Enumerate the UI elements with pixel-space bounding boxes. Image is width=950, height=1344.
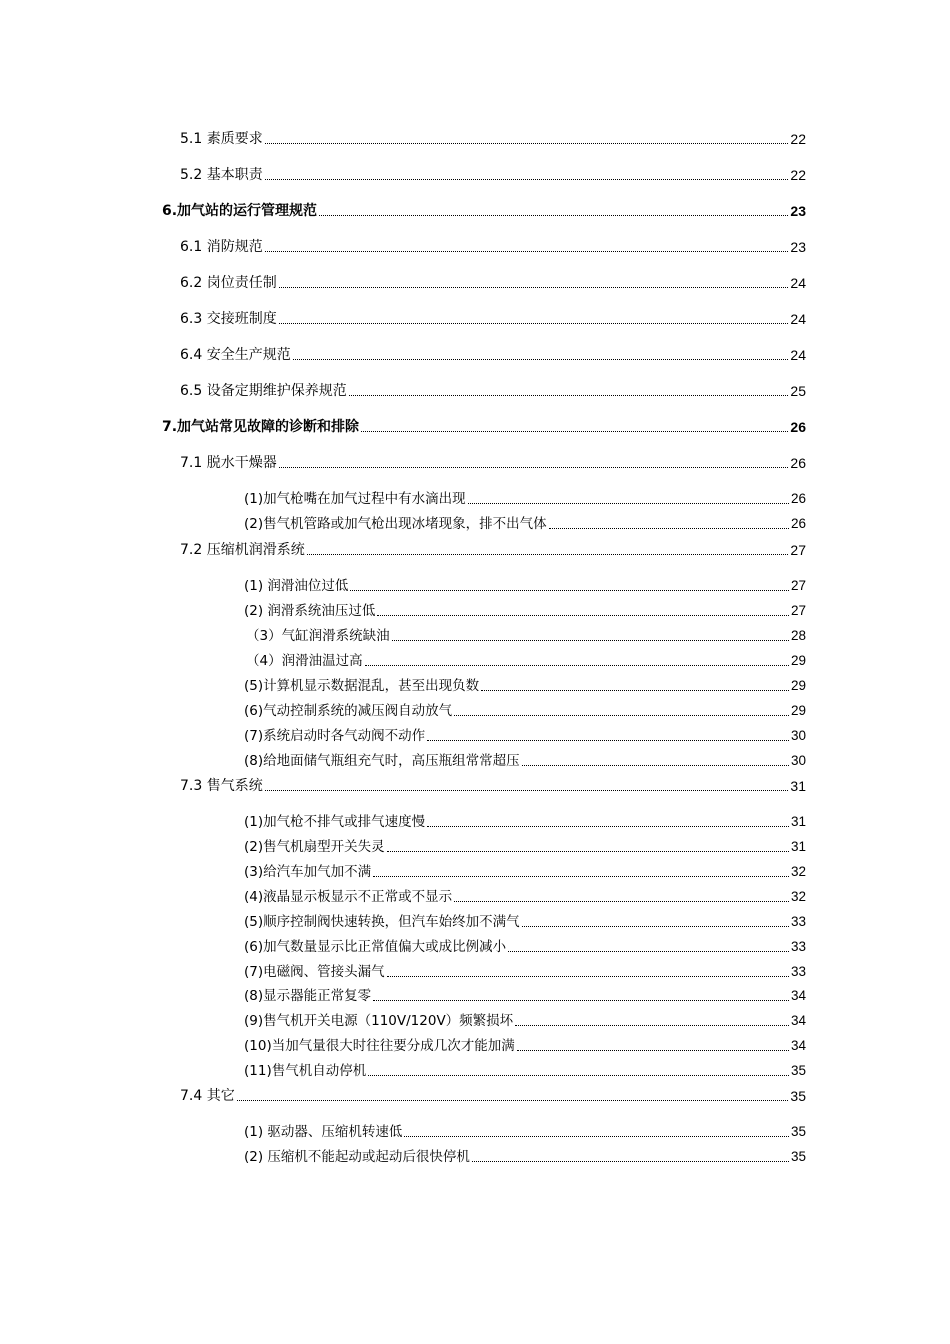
toc-section-entry[interactable] (180, 270, 806, 292)
toc-subsection-entry[interactable] (244, 809, 806, 831)
dot-leader (349, 395, 789, 396)
toc-section-entry[interactable] (180, 1083, 806, 1105)
toc-page-number: 34 (790, 1038, 806, 1053)
dot-leader (361, 431, 788, 432)
toc-subsection-entry[interactable] (244, 884, 806, 906)
toc-page-number: 30 (790, 728, 806, 743)
toc-page-number: 26 (790, 455, 806, 471)
toc-page-number: 29 (790, 678, 806, 693)
toc-chapter-entry[interactable] (162, 198, 806, 220)
dot-leader (373, 876, 789, 877)
toc-entry-title: 7.1 脱水干燥器 (180, 455, 277, 471)
toc-page-number: 33 (790, 914, 806, 929)
dot-leader (549, 528, 789, 529)
toc-page-number: 26 (790, 491, 806, 506)
toc-entry-title: 7.加气站常见故障的诊断和排除 (162, 419, 360, 435)
toc-page-number: 35 (790, 1124, 806, 1139)
toc-subsection-entry[interactable] (244, 983, 806, 1005)
dot-leader (265, 251, 789, 252)
toc-subsection-entry[interactable] (244, 598, 806, 620)
toc-page-number: 28 (790, 628, 806, 643)
toc-entry-title: 5.2 基本职责 (180, 167, 263, 183)
toc-section-entry[interactable] (180, 773, 806, 795)
toc-subsection-entry[interactable] (244, 934, 806, 956)
toc-subsection-entry[interactable] (246, 623, 806, 645)
toc-entry-title: (2)售气机扇型开关失灵 (244, 839, 385, 855)
toc-subsection-entry[interactable] (244, 859, 806, 881)
dot-leader (481, 690, 789, 691)
toc-page-number: 35 (790, 1088, 806, 1104)
toc-page-number: 24 (790, 347, 806, 363)
dot-leader (387, 976, 789, 977)
toc-entry-title: (2) 压缩机不能起动或起动后很快停机 (244, 1149, 470, 1165)
toc-section-entry[interactable] (180, 450, 806, 472)
toc-page-number: 31 (790, 778, 806, 794)
toc-entry-title: 7.4 其它 (180, 1088, 235, 1104)
dot-leader (472, 1161, 789, 1162)
toc-subsection-entry[interactable] (244, 1058, 806, 1080)
toc-page-number: 31 (790, 839, 806, 854)
toc-subsection-entry[interactable] (244, 834, 806, 856)
toc-entry-title: (1) 润滑油位过低 (244, 578, 349, 594)
toc-entry-title: (9)售气机开关电源（110V/120V）频繁损坏 (244, 1013, 514, 1029)
dot-leader (293, 359, 789, 360)
toc-page-number: 33 (790, 939, 806, 954)
toc-entry-title: 6.2 岗位责任制 (180, 275, 277, 291)
toc-page-number: 23 (790, 239, 806, 255)
dot-leader (515, 1025, 789, 1026)
dot-leader (522, 765, 789, 766)
dot-leader (368, 1075, 789, 1076)
toc-entry-title: 7.2 压缩机润滑系统 (180, 542, 305, 558)
dot-leader (387, 851, 789, 852)
toc-entry-title: (4)液晶显示板显示不正常或不显示 (244, 889, 453, 905)
toc-entry-title: 6.1 消防规范 (180, 239, 263, 255)
toc-page-number: 34 (790, 1013, 806, 1028)
toc-section-entry[interactable] (180, 234, 806, 256)
toc-entry-title: (2)售气机管路或加气枪出现冰堵现象，排不出气体 (244, 516, 547, 532)
dot-leader (365, 665, 789, 666)
dot-leader (517, 1050, 789, 1051)
dot-leader (265, 143, 789, 144)
toc-page-number: 25 (790, 383, 806, 399)
toc-entry-title: (1)加气枪嘴在加气过程中有水滴出现 (244, 491, 466, 507)
toc-subsection-entry[interactable] (244, 1144, 806, 1166)
toc-page-number: 32 (790, 864, 806, 879)
toc-subsection-entry[interactable] (244, 511, 806, 533)
toc-page-number: 27 (790, 578, 806, 593)
toc-entry-title: (2) 润滑系统油压过低 (244, 603, 376, 619)
dot-leader (373, 1000, 789, 1001)
toc-entry-title: (6)加气数量显示比正常值偏大或成比例减小 (244, 939, 507, 955)
dot-leader (522, 926, 789, 927)
dot-leader (454, 901, 789, 902)
toc-subsection-entry[interactable] (244, 959, 806, 981)
toc-entry-title: (5)计算机显示数据混乱，甚至出现负数 (244, 678, 480, 694)
dot-leader (319, 215, 788, 216)
toc-section-entry[interactable] (180, 306, 806, 328)
toc-page-number: 27 (790, 542, 806, 558)
toc-page-number: 26 (790, 419, 806, 435)
toc-entry-title: (8)显示器能正常复零 (244, 988, 372, 1004)
dot-leader (392, 640, 789, 641)
dot-leader (265, 179, 789, 180)
toc-subsection-entry[interactable] (244, 673, 806, 695)
dot-leader (350, 590, 789, 591)
dot-leader (279, 467, 789, 468)
toc-entry-title: (6)气动控制系统的减压阀自动放气 (244, 703, 453, 719)
toc-subsection-entry[interactable] (244, 723, 806, 745)
toc-entry-title: 6.3 交接班制度 (180, 311, 277, 327)
toc-subsection-entry[interactable] (244, 698, 806, 720)
toc-entry-title: (1) 驱动器、压缩机转速低 (244, 1124, 403, 1140)
dot-leader (237, 1100, 789, 1101)
toc-subsection-entry[interactable] (244, 748, 806, 770)
toc-entry-title: （3）气缸润滑系统缺油 (246, 628, 390, 644)
toc-entry-title: （4）润滑油温过高 (246, 653, 363, 669)
toc-page-number: 31 (790, 814, 806, 829)
toc-page-number: 29 (790, 703, 806, 718)
toc-entry-title: (10)当加气量很大时往往要分成几次才能加满 (244, 1038, 515, 1054)
toc-entry-title: 6.4 安全生产规范 (180, 347, 291, 363)
toc-subsection-entry[interactable] (244, 486, 806, 508)
toc-page-number: 22 (790, 131, 806, 147)
toc-page-number: 24 (790, 311, 806, 327)
dot-leader (468, 503, 789, 504)
toc-section-entry[interactable] (180, 342, 806, 364)
toc-page-number: 30 (790, 753, 806, 768)
toc-page-number: 24 (790, 275, 806, 291)
toc-section-entry[interactable] (180, 378, 806, 400)
dot-leader (508, 951, 789, 952)
toc-subsection-entry[interactable] (244, 909, 806, 931)
dot-leader (427, 740, 789, 741)
toc-section-entry[interactable] (180, 537, 806, 559)
toc-page-number: 35 (790, 1063, 806, 1078)
toc-page-number: 32 (790, 889, 806, 904)
toc-page-number: 23 (790, 203, 806, 219)
toc-entry-title: (11)售气机自动停机 (244, 1063, 367, 1079)
toc-subsection-entry[interactable] (244, 1033, 806, 1055)
toc-entry-title: (5)顺序控制阀快速转换，但汽车始终加不满气 (244, 914, 520, 930)
dot-leader (377, 615, 789, 616)
toc-entry-title: 6.5 设备定期维护保养规范 (180, 383, 347, 399)
toc-entry-title: 7.3 售气系统 (180, 778, 263, 794)
toc-entry-title: (8)给地面储气瓶组充气时，高压瓶组常常超压 (244, 753, 520, 769)
toc-page-number: 27 (790, 603, 806, 618)
dot-leader (454, 715, 789, 716)
dot-leader (279, 287, 789, 288)
toc-chapter-entry[interactable] (162, 414, 806, 436)
dot-leader (279, 323, 789, 324)
toc-page-number: 35 (790, 1149, 806, 1164)
toc-entry-title: 5.1 素质要求 (180, 131, 263, 147)
toc-subsection-entry[interactable] (246, 648, 806, 670)
toc-page-number: 34 (790, 988, 806, 1003)
toc-subsection-entry[interactable] (244, 1119, 806, 1141)
toc-page-number: 26 (790, 516, 806, 531)
toc-page-number: 33 (790, 964, 806, 979)
toc-subsection-entry[interactable] (244, 573, 806, 595)
toc-entry-title: (1)加气枪不排气或排气速度慢 (244, 814, 426, 830)
toc-page-number: 22 (790, 167, 806, 183)
toc-section-entry[interactable] (180, 126, 806, 148)
toc-entry-title: (7)系统启动时各气动阀不动作 (244, 728, 426, 744)
toc-entry-title: 6.加气站的运行管理规范 (162, 203, 318, 219)
dot-leader (265, 790, 789, 791)
dot-leader (404, 1136, 789, 1137)
dot-leader (307, 554, 789, 555)
toc-entry-title: (3)给汽车加气加不满 (244, 864, 372, 880)
toc-page-number: 29 (790, 653, 806, 668)
toc-subsection-entry[interactable] (244, 1008, 806, 1030)
toc-entry-title: (7)电磁阀、管接头漏气 (244, 964, 385, 980)
toc-section-entry[interactable] (180, 162, 806, 184)
dot-leader (427, 826, 789, 827)
